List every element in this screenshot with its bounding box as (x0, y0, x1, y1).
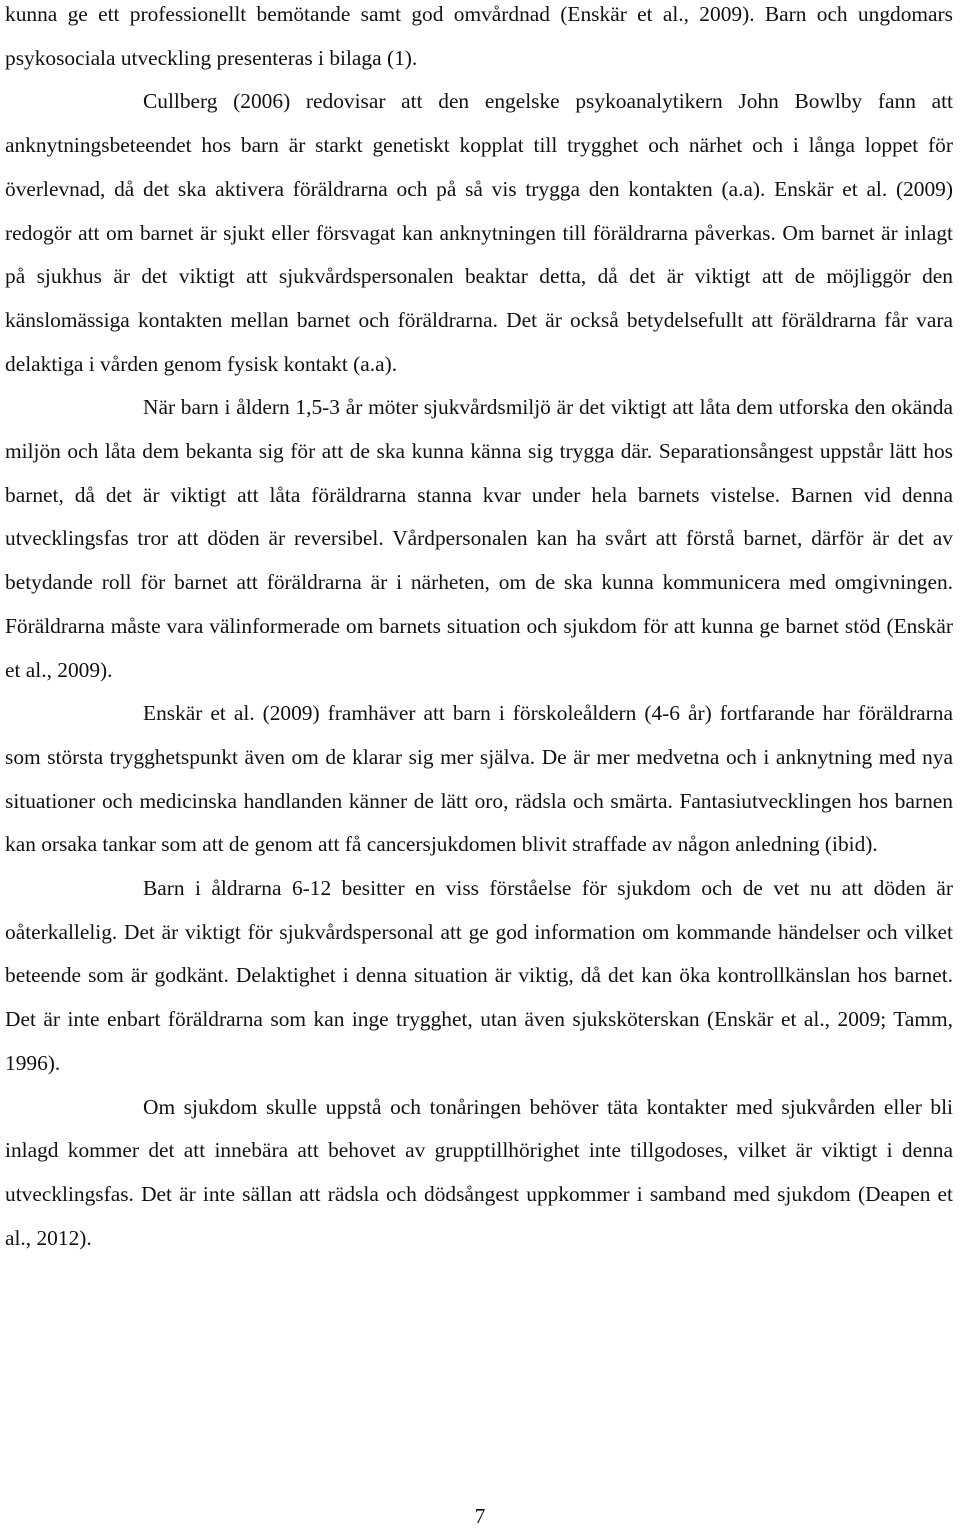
paragraph-continuation: kunna ge ett professionellt bemötande samt god omvårdnad (Enskär et al., 2009). Barn och ungdomars psykosociala utveckling presenteras i bilaga (1). (5, 2, 953, 70)
paragraph-age-6-12: Barn i åldrarna 6-12 besitter en viss förståelse för sjukdom och de vet nu att döden är oåterkallelig. Det är viktigt för sjukvårdspersonal att ge god information om kommande händelser och vilket beteende som är godkänt. Delaktighet i denna situation är viktig, då det kan öka kontrollkänslan hos barnet. Det är inte enbart föräldrarna som kan inge trygghet, utan även sjuksköterskan (Enskär et al., 2009; Tamm, 1996). (5, 876, 953, 1075)
paragraph-teenagers: Om sjukdom skulle uppstå och tonåringen behöver täta kontakter med sjukvården eller bli inlagd kommer det att innebära att behovet av grupptillhörighet inte tillgodoses, vilket är viktigt i denna utvecklingsfas. Det är inte sällan att rädsla och dödsångest uppkommer i samband med sjukdom (Deapen et al., 2012). (5, 1094, 953, 1250)
paragraph-preschool-age: Enskär et al. (2009) framhäver att barn i förskoleåldern (4-6 år) fortfarande har föräldrarna som största trygghetspunkt även om de klarar sig mer själva. De är mer medvetna och i anknytning med nya situationer och medicinska handlanden känner de lätt oro, rädsla och smärta. Fantasiutvecklingen hos barnen kan orsaka tankar som att de genom att få cancersjukdomen blivit straffade av någon anledning (ibid). (5, 701, 953, 857)
body-text (5, 0, 953, 1260)
paragraph-cullberg-bowlby: Cullberg (2006) redovisar att den engelske psykoanalytikern John Bowlby fann att anknytningsbeteendet hos barn är starkt genetiskt kopplat till trygghet och närhet och i långa loppet för överlevnad, då det ska aktivera föräldrarna och på så vis trygga den kontakten (a.a). Enskär et al. (2009) redogör att om barnet är sjukt eller försvagat kan anknytningen till föräldrarna påverkas. Om barnet är inlagt på sjukhus är det viktigt att sjukvårdspersonalen beaktar detta, då det är viktigt att de möjliggör den känslomässiga kontakten mellan barnet och föräldrarna. Det är också betydelsefullt att föräldrarna får vara delaktiga i vården genom fysisk kontakt (a.a). (5, 89, 953, 376)
page-number: 7 (474, 1504, 486, 1528)
paragraph-age-1-5-3: När barn i åldern 1,5-3 år möter sjukvårdsmiljö är det viktigt att låta dem utforska den okända miljön och låta dem bekanta sig för att de ska kunna känna sig trygga där. Separationsångest uppstår lätt hos barnet, då det är viktigt att låta föräldrarna stanna kvar under hela barnets vistelse. Barnen vid denna utvecklingsfas tror att döden är reversibel. Vårdpersonalen kan ha svårt att förstå barnet, därför är det av betydande roll för barnet att föräldrarna är i närheten, om de ska kunna kommunicera med omgivningen. Föräldrarna måste vara välinformerade om barnets situation och sjukdom för att kunna ge barnet stöd (Enskär et al., 2009). (5, 395, 953, 682)
